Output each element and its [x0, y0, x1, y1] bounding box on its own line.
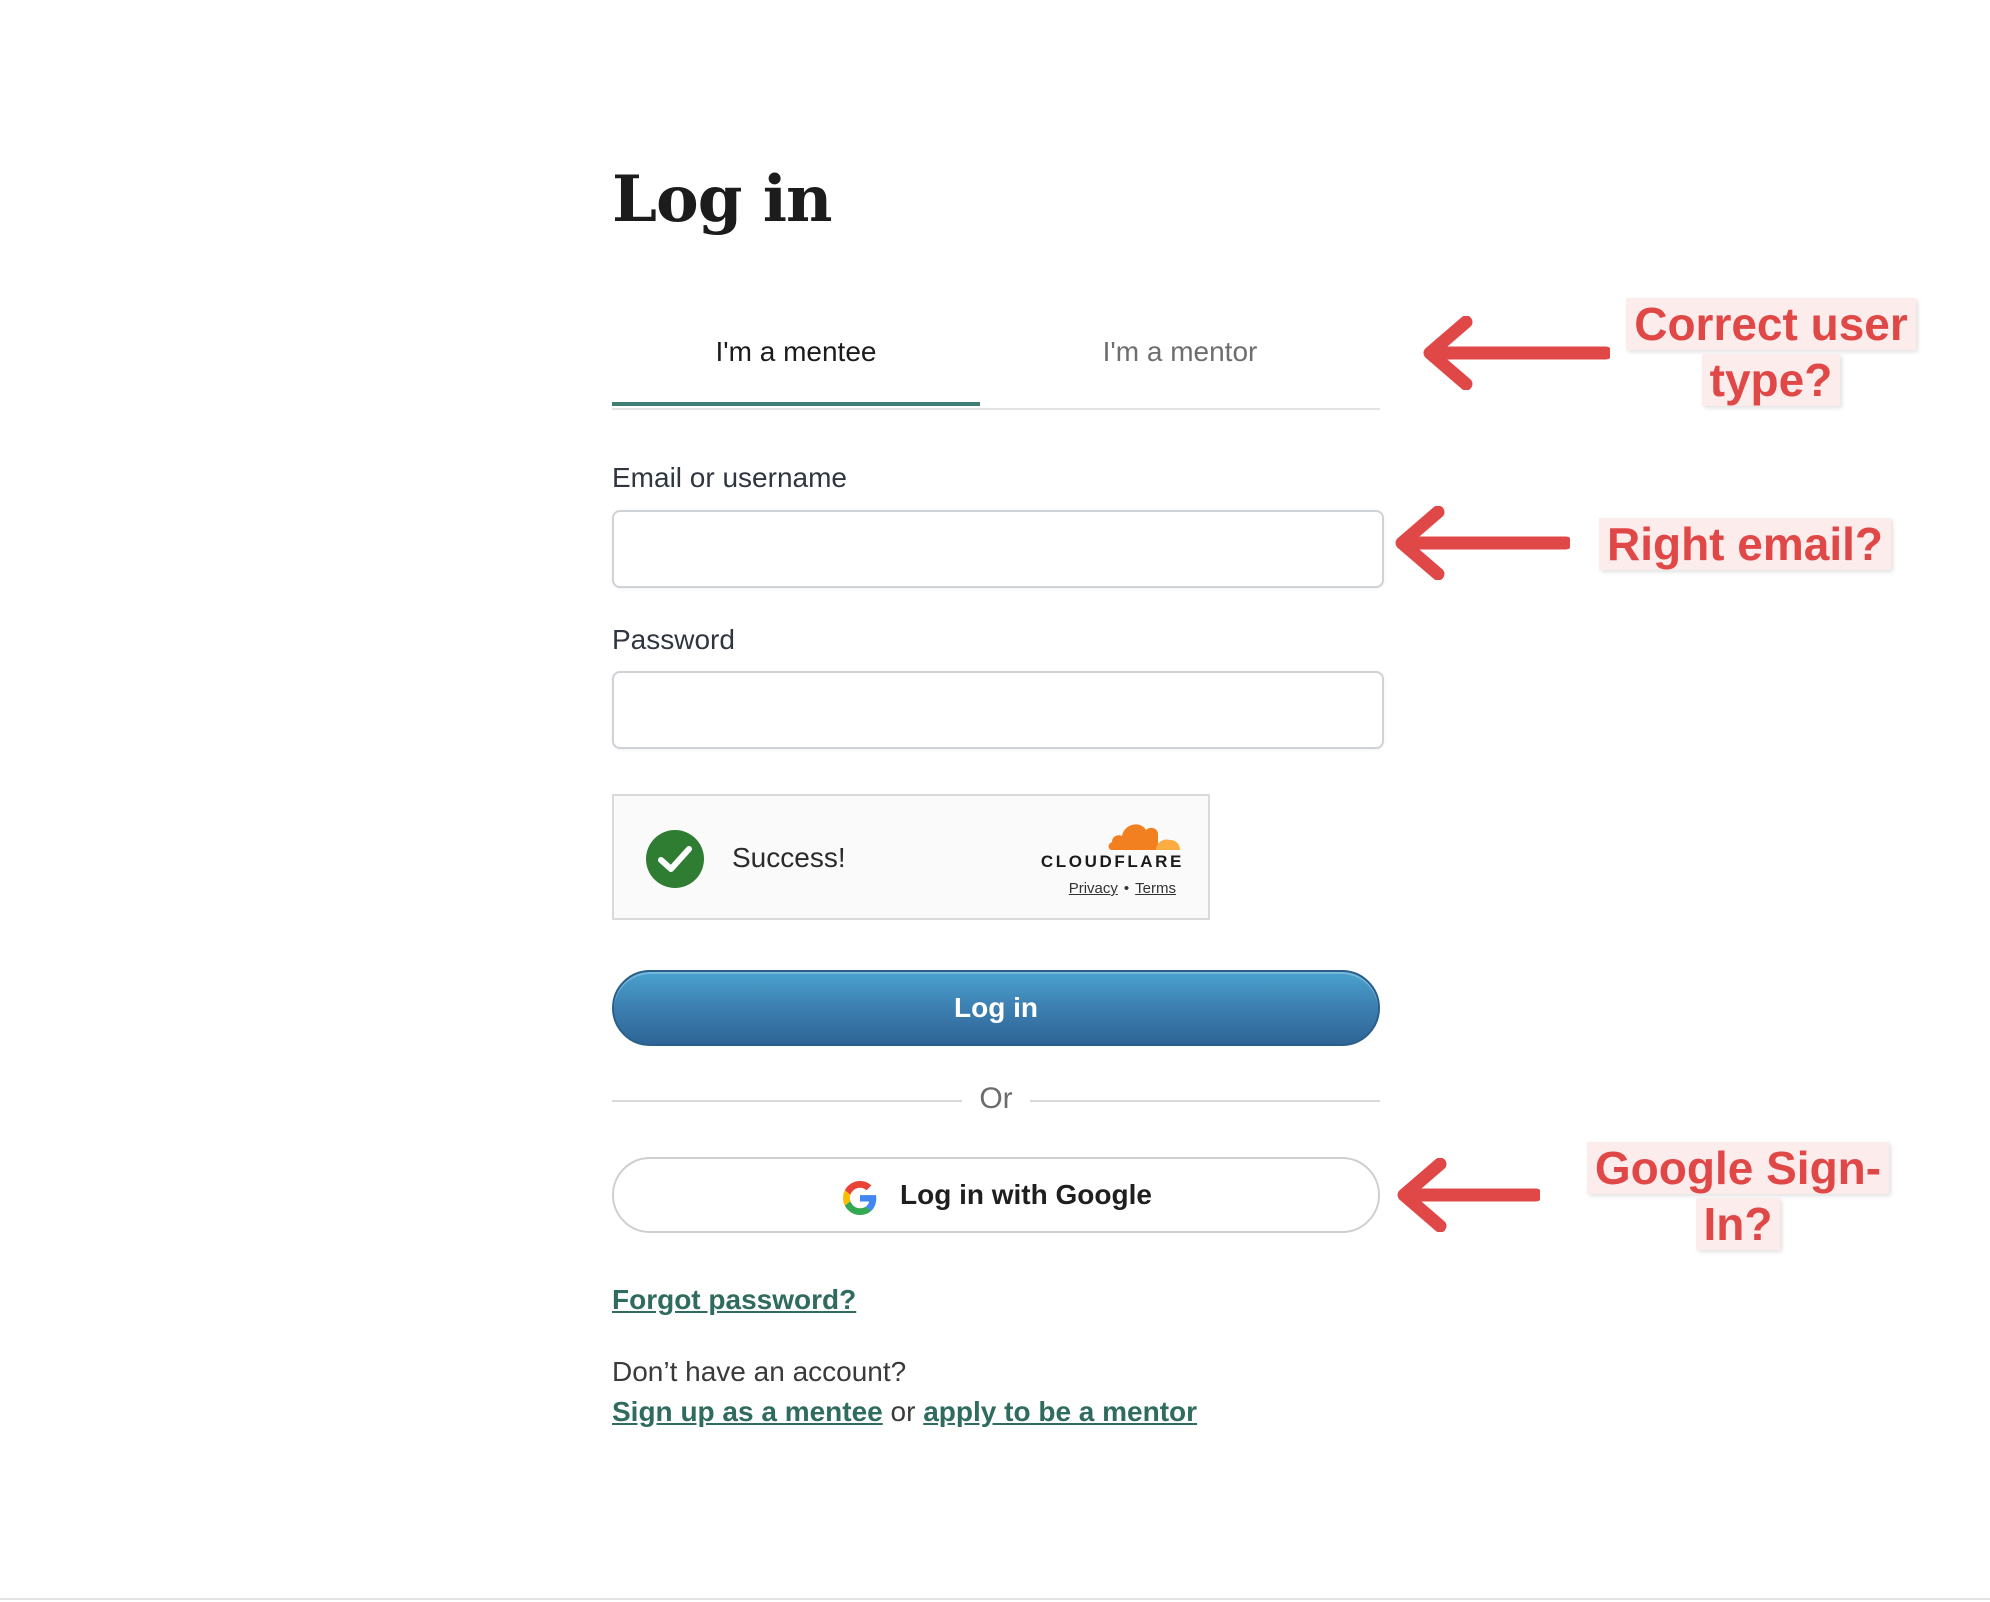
annotation-user-type-line2: type? — [1702, 354, 1841, 406]
signup-row — [612, 1396, 1197, 1428]
annotation-user-type-line1: Correct user — [1626, 298, 1916, 350]
cloudflare-logo — [1034, 816, 1184, 886]
tab-mentor[interactable]: I'm a mentor — [1102, 336, 1258, 367]
captcha-status: Success! — [732, 842, 846, 873]
annotation-google — [1568, 1140, 1908, 1252]
link-separator: • — [1123, 880, 1130, 897]
login-button[interactable]: Log in — [612, 970, 1380, 1046]
divider-line-left — [612, 1100, 962, 1102]
terms-link[interactable]: Terms — [1135, 880, 1176, 897]
page-bottom-border — [0, 1598, 1990, 1600]
apply-mentor-link[interactable]: apply to be a mentor — [923, 1396, 1198, 1427]
active-tab-indicator — [612, 402, 980, 406]
email-field[interactable] — [612, 510, 1384, 588]
captcha-widget[interactable] — [612, 794, 1210, 920]
cloudflare-wordmark: CLOUDFLARE — [1040, 852, 1184, 871]
annotation-google-line2: In? — [1696, 1198, 1781, 1250]
annotation-arrow-icon — [1418, 316, 1610, 390]
cloudflare-cloud-icon — [1106, 816, 1182, 852]
annotation-email-line1: Right email? — [1599, 518, 1891, 570]
signup-mentee-link[interactable]: Sign up as a mentee — [612, 1396, 883, 1427]
forgot-password-link[interactable]: Forgot password? — [612, 1284, 857, 1315]
email-label: Email or username — [612, 462, 847, 493]
user-type-tabs — [612, 320, 1380, 410]
tab-mentee[interactable]: I'm a mentee — [715, 336, 877, 367]
success-check-icon — [646, 830, 704, 888]
or-divider: Or — [979, 1082, 1013, 1115]
privacy-link[interactable]: Privacy — [1068, 880, 1118, 897]
google-icon — [843, 1181, 877, 1215]
captcha-links — [1069, 880, 1176, 897]
annotation-google-line1: Google Sign- — [1587, 1142, 1889, 1194]
password-label: Password — [612, 624, 735, 655]
or-text: or — [890, 1396, 916, 1427]
divider-line-right — [1030, 1100, 1380, 1102]
google-login-button[interactable] — [612, 1157, 1380, 1233]
no-account-text: Don’t have an account? — [612, 1356, 907, 1387]
annotation-arrow-icon — [1392, 1158, 1540, 1232]
annotation-email — [1580, 516, 1910, 572]
annotation-user-type — [1610, 296, 1932, 408]
annotation-arrow-icon — [1390, 506, 1570, 580]
page-title: Log in — [612, 162, 832, 237]
password-field[interactable] — [612, 671, 1384, 749]
google-button-label: Log in with Google — [900, 1179, 1152, 1210]
